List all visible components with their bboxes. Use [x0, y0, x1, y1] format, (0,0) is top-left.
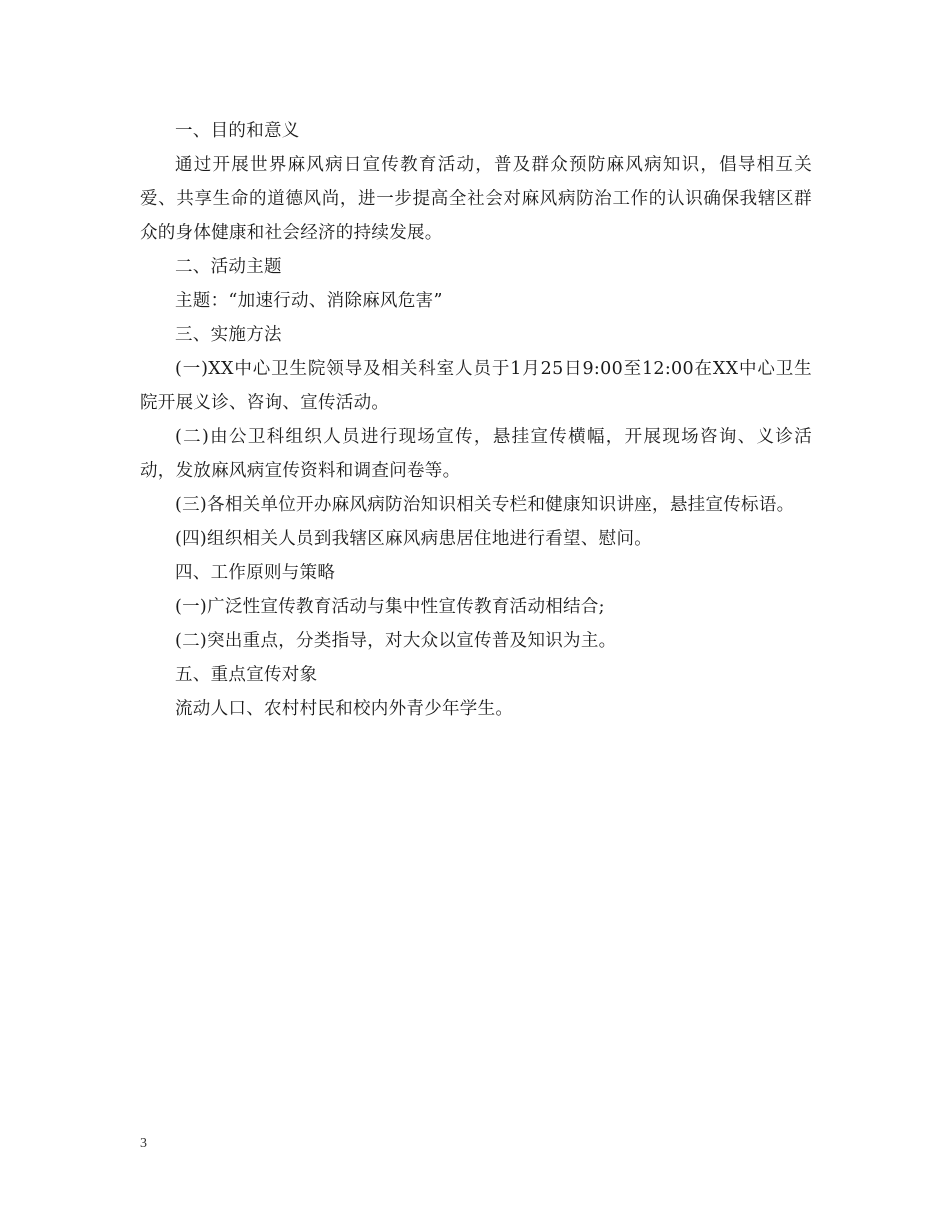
- heading-theme: 二、活动主题: [175, 257, 282, 277]
- heading-purpose: 一、目的和意义: [175, 121, 300, 141]
- paragraph-method-3: (三)各相关单位开办麻风病防治知识相关专栏和健康知识讲座，悬挂宣传标语。: [175, 495, 795, 515]
- heading-targets: 五、重点宣传对象: [175, 665, 318, 685]
- paragraph-method-2: (二)由公卫科组织人员进行现场宣传，悬挂宣传横幅，开展现场咨询、义诊活动，发放麻风病宣传资料和调查问卷等。: [140, 427, 812, 481]
- paragraph-targets-text: 流动人口、农村村民和校内外青少年学生。: [175, 699, 514, 719]
- heading-principles: 四、工作原则与策略: [175, 563, 336, 583]
- paragraph-principle-2: (二)突出重点，分类指导，对大众以宣传普及知识为主。: [175, 631, 617, 651]
- paragraph-purpose-text: 通过开展世界麻风病日宣传教育活动，普及群众预防麻风病知识，倡导相互关爱、共享生命的道德风尚，进一步提高全社会对麻风病防治工作的认识确保我辖区群众的身体健康和社会经济的持续发展。: [140, 155, 812, 243]
- paragraph-method-1: (一)XX中心卫生院领导及相关科室人员于1月25日9:00至12:00在XX中心卫生院开展义诊、咨询、宣传活动。: [140, 359, 812, 413]
- paragraph-theme-text: 主题：“加速行动、消除麻风危害”: [175, 291, 443, 311]
- paragraph-principle-1: (一)广泛性宣传教育活动与集中性宣传教育活动相结合;: [175, 597, 605, 617]
- page-number: 3: [140, 1136, 147, 1151]
- heading-methods: 三、实施方法: [175, 325, 282, 345]
- paragraph-method-4: (四)组织相关人员到我辖区麻风病患居住地进行看望、慰问。: [175, 529, 653, 549]
- document-body: [140, 114, 812, 726]
